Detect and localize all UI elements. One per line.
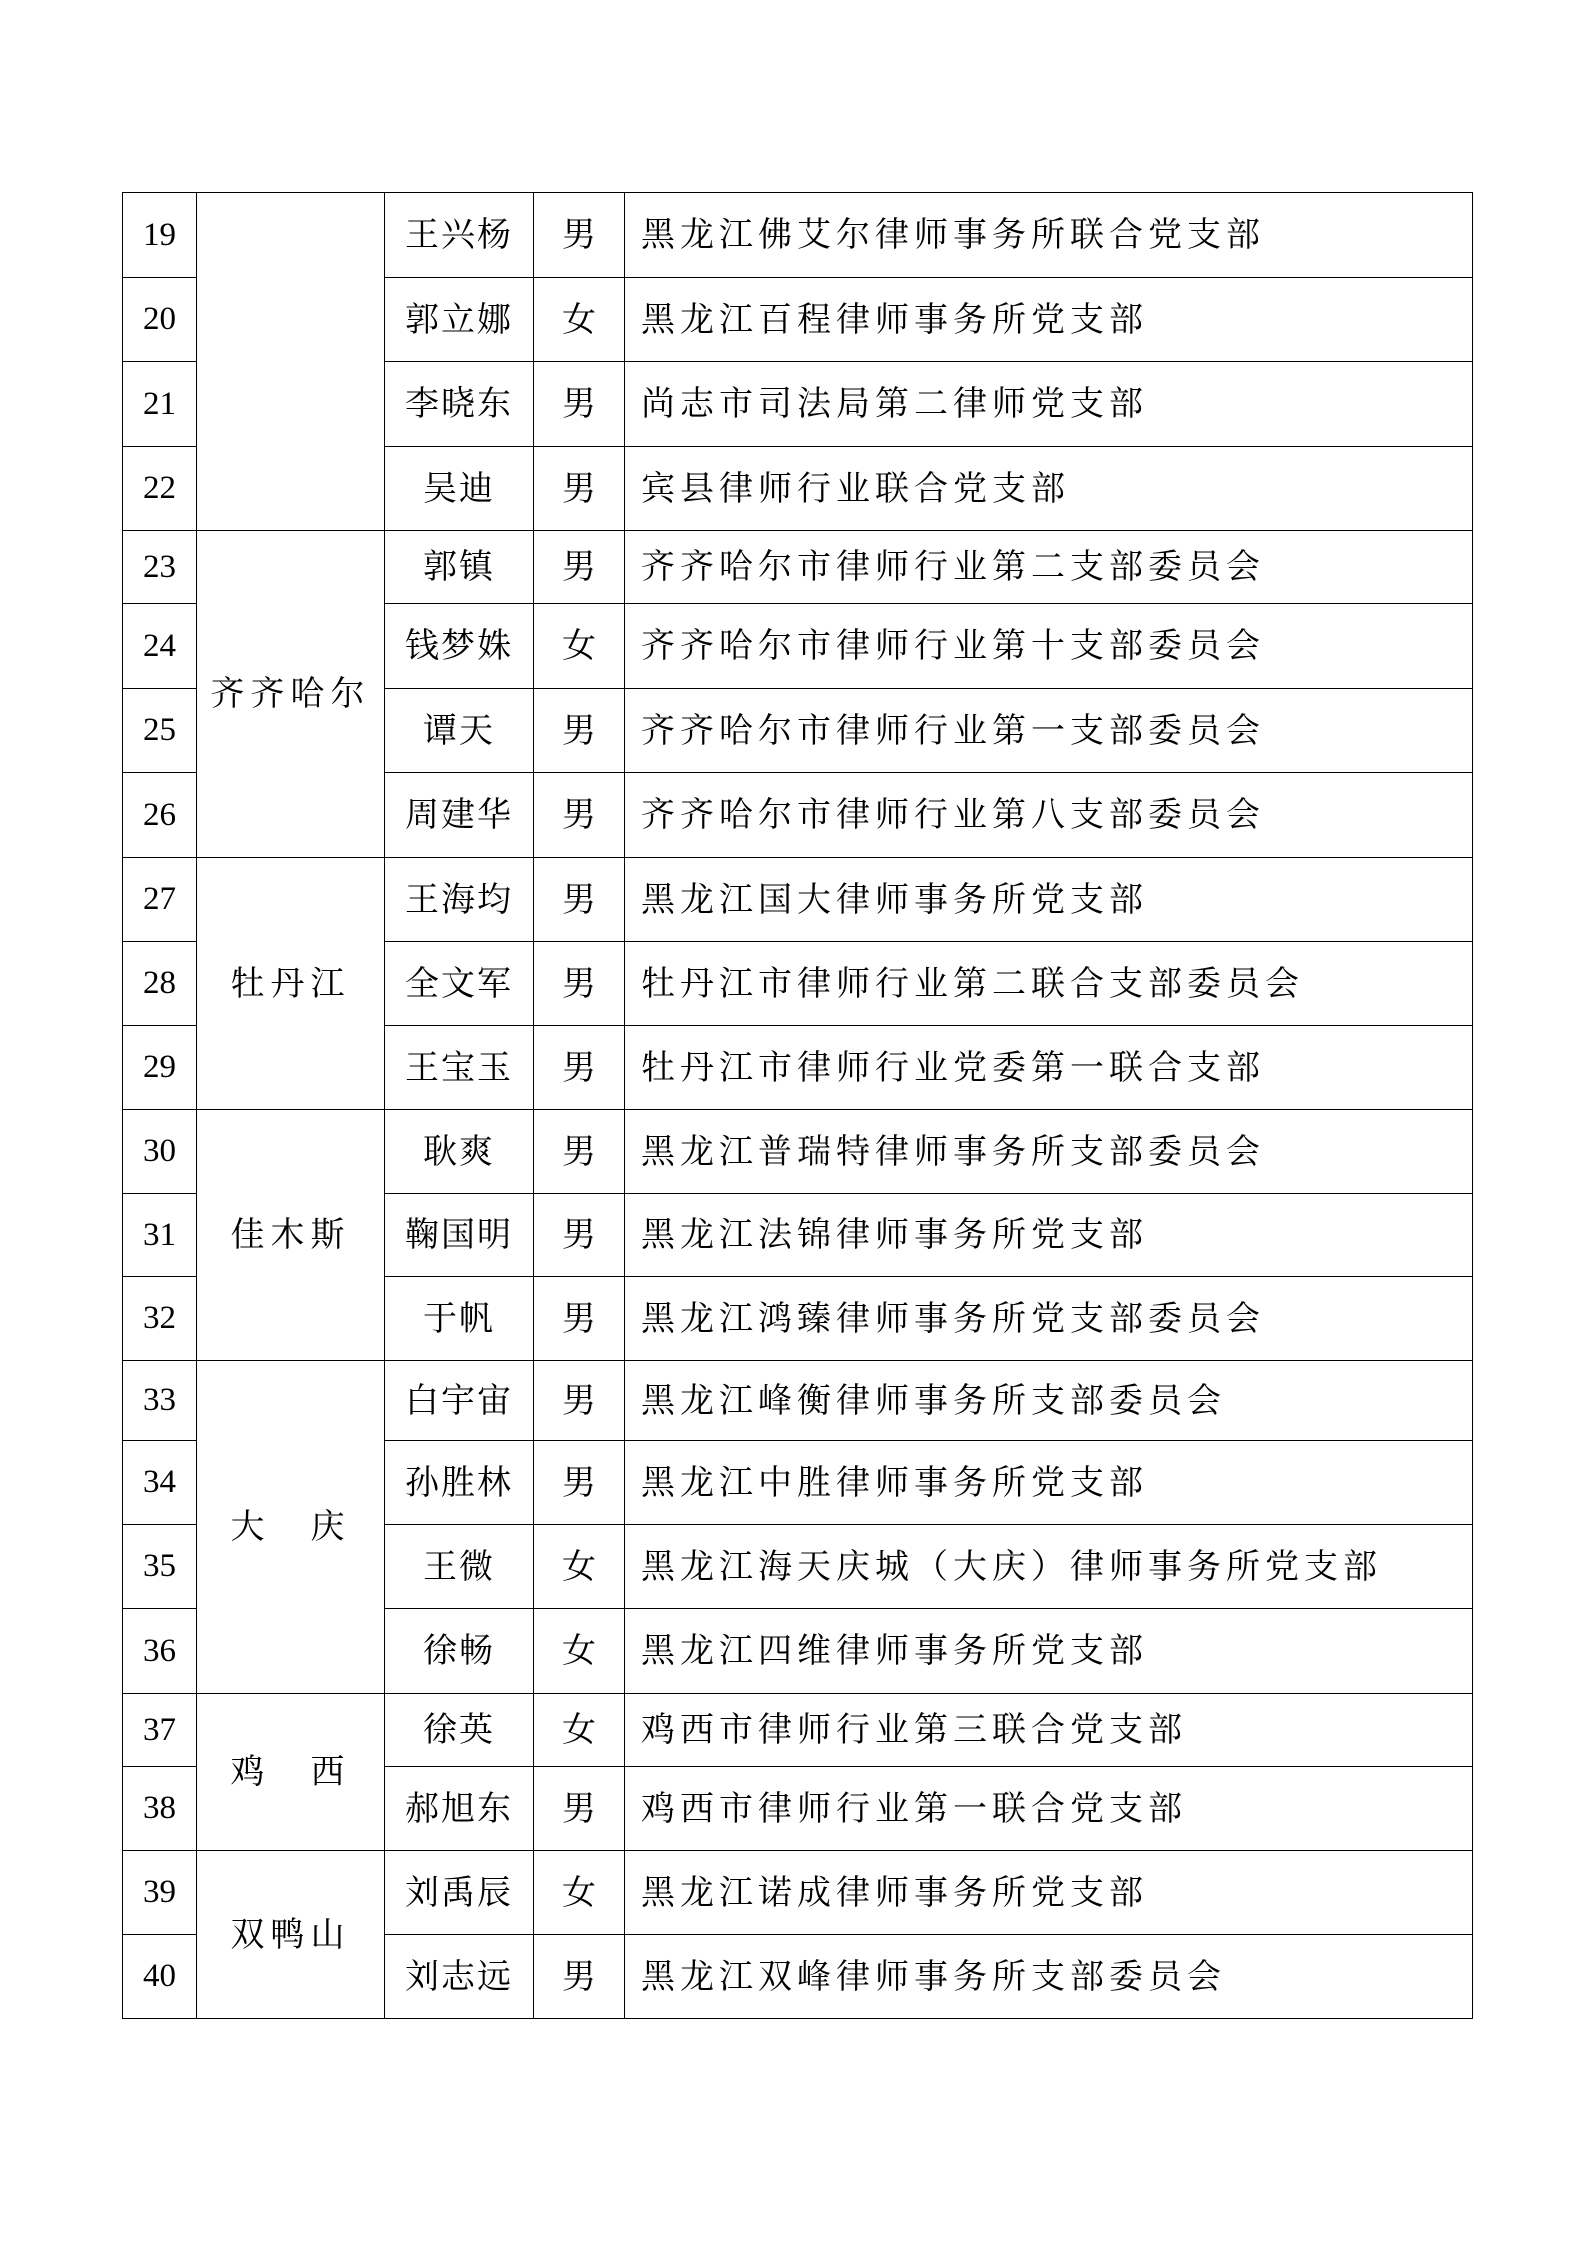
name-cell: 耿爽 xyxy=(385,1110,534,1194)
row-number-cell: 25 xyxy=(123,689,197,773)
party-branch-cell: 鸡西市律师行业第三联合党支部 xyxy=(625,1694,1473,1767)
party-branch-cell: 黑龙江佛艾尔律师事务所联合党支部 xyxy=(625,193,1473,278)
table-row xyxy=(123,858,1473,942)
table-row xyxy=(123,1851,1473,1935)
party-branch-cell: 齐齐哈尔市律师行业第二支部委员会 xyxy=(625,531,1473,604)
gender-cell: 男 xyxy=(534,942,625,1026)
party-branch-cell: 齐齐哈尔市律师行业第十支部委员会 xyxy=(625,604,1473,689)
gender-cell: 女 xyxy=(534,1609,625,1694)
name-cell: 白宇宙 xyxy=(385,1361,534,1441)
gender-cell: 男 xyxy=(534,1935,625,2019)
region-cell xyxy=(197,193,385,531)
row-number-cell: 27 xyxy=(123,858,197,942)
gender-cell: 女 xyxy=(534,1851,625,1935)
name-cell: 李晓东 xyxy=(385,362,534,447)
table-row xyxy=(123,193,1473,278)
gender-cell: 男 xyxy=(534,689,625,773)
name-cell: 刘志远 xyxy=(385,1935,534,2019)
lawyer-roster-table xyxy=(122,192,1473,2019)
party-branch-cell: 黑龙江中胜律师事务所党支部 xyxy=(625,1441,1473,1525)
gender-cell: 男 xyxy=(534,773,625,858)
name-cell: 孙胜林 xyxy=(385,1441,534,1525)
row-number-cell: 39 xyxy=(123,1851,197,1935)
region-cell: 鸡 西 xyxy=(197,1694,385,1851)
name-cell: 谭天 xyxy=(385,689,534,773)
gender-cell: 男 xyxy=(534,1277,625,1361)
gender-cell: 男 xyxy=(534,193,625,278)
party-branch-cell: 黑龙江国大律师事务所党支部 xyxy=(625,858,1473,942)
party-branch-cell: 黑龙江双峰律师事务所支部委员会 xyxy=(625,1935,1473,2019)
name-cell: 周建华 xyxy=(385,773,534,858)
gender-cell: 男 xyxy=(534,1361,625,1441)
party-branch-cell: 黑龙江百程律师事务所党支部 xyxy=(625,278,1473,362)
name-cell: 徐英 xyxy=(385,1694,534,1767)
row-number-cell: 22 xyxy=(123,447,197,531)
party-branch-cell: 牡丹江市律师行业第二联合支部委员会 xyxy=(625,942,1473,1026)
party-branch-cell: 尚志市司法局第二律师党支部 xyxy=(625,362,1473,447)
party-branch-cell: 黑龙江法锦律师事务所党支部 xyxy=(625,1194,1473,1277)
row-number-cell: 23 xyxy=(123,531,197,604)
row-number-cell: 32 xyxy=(123,1277,197,1361)
name-cell: 于帆 xyxy=(385,1277,534,1361)
name-cell: 王海均 xyxy=(385,858,534,942)
table-row xyxy=(123,1694,1473,1767)
row-number-cell: 38 xyxy=(123,1767,197,1851)
region-cell: 大 庆 xyxy=(197,1361,385,1694)
party-branch-cell: 黑龙江四维律师事务所党支部 xyxy=(625,1609,1473,1694)
gender-cell: 女 xyxy=(534,604,625,689)
name-cell: 王兴杨 xyxy=(385,193,534,278)
row-number-cell: 37 xyxy=(123,1694,197,1767)
row-number-cell: 33 xyxy=(123,1361,197,1441)
gender-cell: 女 xyxy=(534,1525,625,1609)
row-number-cell: 19 xyxy=(123,193,197,278)
party-branch-cell: 齐齐哈尔市律师行业第一支部委员会 xyxy=(625,689,1473,773)
row-number-cell: 24 xyxy=(123,604,197,689)
gender-cell: 男 xyxy=(534,1026,625,1110)
gender-cell: 男 xyxy=(534,447,625,531)
row-number-cell: 36 xyxy=(123,1609,197,1694)
row-number-cell: 30 xyxy=(123,1110,197,1194)
row-number-cell: 40 xyxy=(123,1935,197,2019)
name-cell: 王微 xyxy=(385,1525,534,1609)
row-number-cell: 35 xyxy=(123,1525,197,1609)
party-branch-cell: 鸡西市律师行业第一联合党支部 xyxy=(625,1767,1473,1851)
table-row xyxy=(123,531,1473,604)
gender-cell: 女 xyxy=(534,1694,625,1767)
gender-cell: 男 xyxy=(534,1767,625,1851)
row-number-cell: 26 xyxy=(123,773,197,858)
party-branch-cell: 宾县律师行业联合党支部 xyxy=(625,447,1473,531)
region-cell: 牡丹江 xyxy=(197,858,385,1110)
name-cell: 郝旭东 xyxy=(385,1767,534,1851)
party-branch-cell: 牡丹江市律师行业党委第一联合支部 xyxy=(625,1026,1473,1110)
row-number-cell: 31 xyxy=(123,1194,197,1277)
name-cell: 钱梦姝 xyxy=(385,604,534,689)
gender-cell: 男 xyxy=(534,531,625,604)
name-cell: 鞠国明 xyxy=(385,1194,534,1277)
row-number-cell: 29 xyxy=(123,1026,197,1110)
gender-cell: 女 xyxy=(534,278,625,362)
table-body xyxy=(123,193,1473,2019)
gender-cell: 男 xyxy=(534,1110,625,1194)
row-number-cell: 21 xyxy=(123,362,197,447)
region-cell: 齐齐哈尔 xyxy=(197,531,385,858)
table-row xyxy=(123,1110,1473,1194)
party-branch-cell: 黑龙江诺成律师事务所党支部 xyxy=(625,1851,1473,1935)
gender-cell: 男 xyxy=(534,1441,625,1525)
party-branch-cell: 黑龙江普瑞特律师事务所支部委员会 xyxy=(625,1110,1473,1194)
name-cell: 吴迪 xyxy=(385,447,534,531)
name-cell: 郭立娜 xyxy=(385,278,534,362)
gender-cell: 男 xyxy=(534,362,625,447)
gender-cell: 男 xyxy=(534,858,625,942)
row-number-cell: 20 xyxy=(123,278,197,362)
party-branch-cell: 黑龙江鸿臻律师事务所党支部委员会 xyxy=(625,1277,1473,1361)
party-branch-cell: 黑龙江海天庆城（大庆）律师事务所党支部 xyxy=(625,1525,1473,1609)
name-cell: 刘禹辰 xyxy=(385,1851,534,1935)
table-row xyxy=(123,1361,1473,1441)
name-cell: 王宝玉 xyxy=(385,1026,534,1110)
row-number-cell: 28 xyxy=(123,942,197,1026)
row-number-cell: 34 xyxy=(123,1441,197,1525)
region-cell: 佳木斯 xyxy=(197,1110,385,1361)
name-cell: 郭镇 xyxy=(385,531,534,604)
party-branch-cell: 黑龙江峰衡律师事务所支部委员会 xyxy=(625,1361,1473,1441)
name-cell: 徐畅 xyxy=(385,1609,534,1694)
gender-cell: 男 xyxy=(534,1194,625,1277)
party-branch-cell: 齐齐哈尔市律师行业第八支部委员会 xyxy=(625,773,1473,858)
name-cell: 全文军 xyxy=(385,942,534,1026)
region-cell: 双鸭山 xyxy=(197,1851,385,2019)
